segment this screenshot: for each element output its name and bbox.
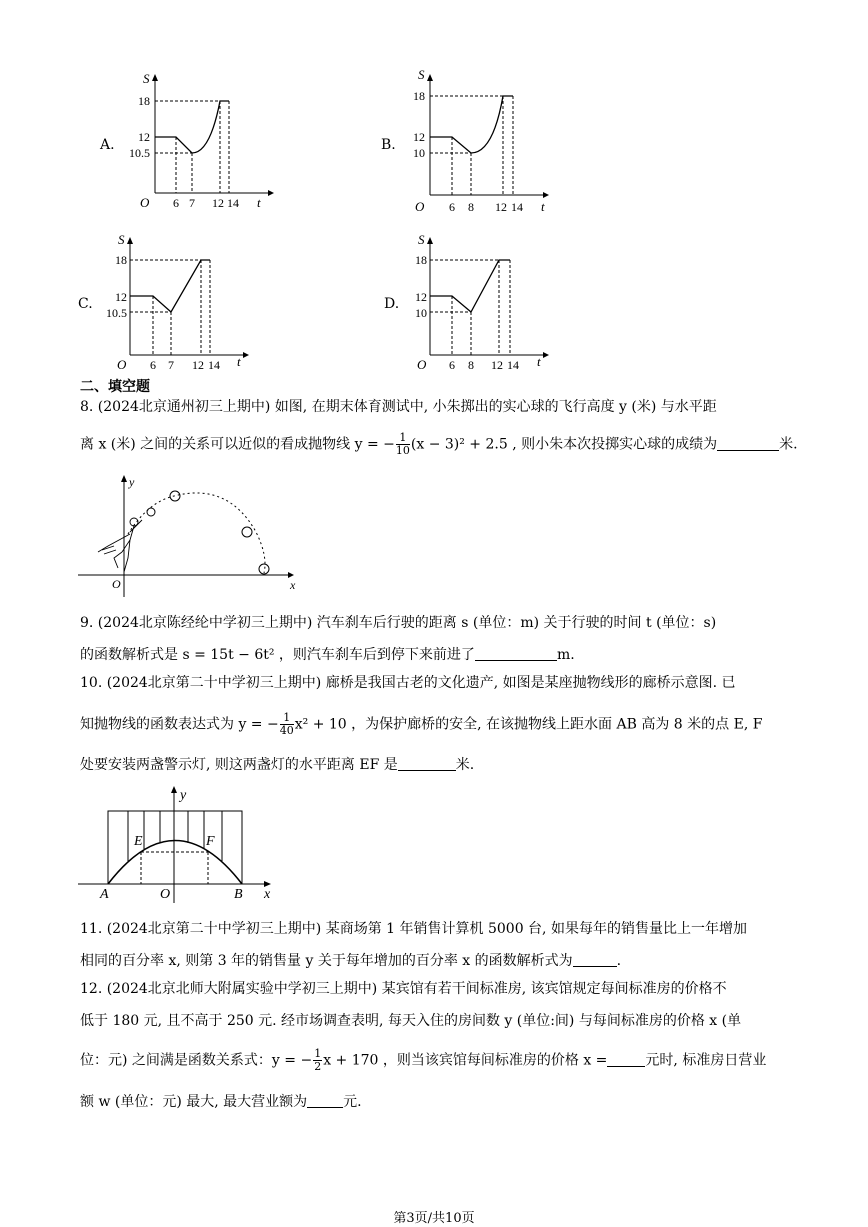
q12-text-d: 额 w (单位：元) 最大, 最大营业额为	[80, 1094, 308, 1110]
x-tick-14: 14	[227, 196, 239, 210]
answer-blank[interactable]	[475, 646, 557, 661]
x-tick-14: 14	[208, 358, 220, 372]
q10-text-b: x² + 10 ，为保护廊桥的安全, 在该抛物线上距水面 AB 高为 8 米的点 E, F	[294, 716, 763, 733]
y-tick-12: 12	[413, 130, 425, 144]
x-tick-6: 6	[173, 196, 179, 210]
axis-s-label: S	[418, 67, 425, 82]
fraction-denominator: 10	[395, 444, 410, 458]
question-12-line2: 低于 180 元, 且不高于 250 元. 经市场调查表明, 每天入住的房间数 y (单位:间) 与每间标准房的价格 x (单	[80, 1013, 742, 1029]
question-12-line1: 12. (2024北京北师大附属实验中学初三上期中) 某宾馆有若干间标准房, 该宾馆规定每间标准房的价格不	[80, 981, 727, 997]
question-10-line1: 10. (2024北京第二十中学初三上期中) 廊桥是我国古老的文化遗产, 如图是某座抛物线形的廊桥示意图. 已	[80, 675, 736, 691]
bridge-figure	[78, 785, 278, 905]
origin-label: O	[117, 357, 127, 372]
axis-y-label: y	[180, 788, 187, 803]
graph-option-c	[85, 228, 255, 378]
q9-text-b: m.	[556, 647, 575, 663]
fraction-numerator: 1	[314, 1047, 322, 1060]
answer-blank[interactable]	[573, 952, 617, 967]
question-11-line1: 11. (2024北京第二十中学初三上期中) 某商场第 1 年销售计算机 5000 台, 如果每年的销售量比上一年增加	[80, 921, 747, 937]
point-b-label: B	[234, 887, 243, 902]
point-a-label: A	[100, 887, 109, 902]
option-a-label: A.	[100, 137, 115, 153]
origin-label: O	[417, 357, 427, 372]
y-tick-12: 12	[138, 130, 150, 144]
shot-put-figure	[78, 472, 308, 604]
q11-text-a: 相同的百分率 x, 则第 3 年的销售量 y 关于每年增加的百分率 x 的函数解析式为	[80, 953, 573, 969]
axis-s-label: S	[418, 232, 425, 247]
axis-y-label: y	[129, 475, 135, 489]
axis-t-label: t	[537, 354, 541, 369]
y-tick-18: 18	[413, 89, 425, 103]
origin-label: O	[415, 199, 425, 214]
origin-label: O	[112, 577, 121, 591]
axis-x-label: x	[290, 578, 296, 592]
question-12-line3	[80, 1048, 766, 1073]
axis-x-label: x	[264, 887, 271, 902]
q10-text-d: 米.	[455, 757, 475, 773]
x-tick-8: 8	[468, 358, 474, 372]
q8-text-b: (x − 3)² + 2.5 , 则小朱本次投掷实心球的成绩为	[410, 436, 718, 453]
section-title: 二、填空题	[80, 379, 150, 395]
question-10-line2	[80, 712, 762, 737]
answer-blank[interactable]	[717, 436, 779, 451]
x-tick-12: 12	[491, 358, 503, 372]
y-tick-12: 12	[115, 290, 127, 304]
thrower-figure-icon	[98, 518, 142, 572]
question-9-line1: 9. (2024北京陈经纶中学初三上期中) 汽车刹车后行驶的距离 s (单位：m) 关于行驶的时间 t (单位：s)	[80, 615, 717, 631]
question-8-line2	[80, 432, 798, 457]
fraction-denominator: 40	[279, 724, 294, 738]
q8-fraction	[396, 432, 410, 457]
fraction-numerator: 1	[396, 432, 410, 445]
q8-text-c: 米.	[779, 436, 798, 453]
q12-text-a: 位：元) 之间满是函数关系式：y = −	[80, 1052, 313, 1069]
x-tick-12: 12	[212, 196, 224, 210]
axis-t-label: t	[257, 195, 261, 210]
q8-text-a: 离 x (米) 之间的关系可以近似的看成抛物线 y = −	[80, 436, 395, 453]
q9-text-a: 的函数解析式是 s = 15t − 6t² ，则汽车刹车后到停下来前进了	[80, 647, 475, 663]
x-tick-6: 6	[449, 358, 455, 372]
answer-blank[interactable]	[607, 1052, 645, 1067]
origin-label: O	[140, 195, 150, 210]
q12-text-b: x + 170 ，则当该宾馆每间标准房的价格 x =	[323, 1052, 608, 1069]
x-tick-12: 12	[495, 200, 507, 214]
question-9-line2	[80, 646, 575, 662]
x-tick-8: 8	[468, 200, 474, 214]
axis-s-label: S	[118, 232, 125, 247]
q10-text-c: 处要安装两盏警示灯, 则这两盏灯的水平距离 EF 是	[80, 757, 398, 773]
option-b-label: B.	[381, 137, 396, 153]
axis-t-label: t	[237, 354, 241, 369]
option-d-label: D.	[384, 296, 400, 312]
graph-option-d	[385, 228, 555, 378]
axis-t-label: t	[541, 199, 545, 214]
y-tick-10-5: 10.5	[129, 146, 150, 160]
y-tick-18: 18	[138, 94, 150, 108]
question-8-line1: 8. (2024北京通州初三上期中) 如图, 在期末体育测试中, 小朱掷出的实心球的飞行高度 y (米) 与水平距	[80, 399, 717, 415]
y-tick-18: 18	[115, 253, 127, 267]
q10-text-a: 知抛物线的函数表达式为 y = −	[80, 716, 279, 733]
option-c-label: C.	[78, 296, 93, 312]
q12-text-e: 元.	[343, 1094, 362, 1110]
x-tick-14: 14	[511, 200, 523, 214]
axis-s-label: S	[143, 71, 150, 86]
fraction-numerator: 1	[280, 712, 294, 725]
x-tick-12: 12	[192, 358, 204, 372]
ball-icon	[170, 491, 180, 501]
ball-icon	[242, 527, 252, 537]
question-10-line3	[80, 756, 474, 772]
origin-label: O	[160, 887, 171, 902]
x-tick-6: 6	[449, 200, 455, 214]
graph-option-b	[385, 65, 555, 215]
y-tick-12: 12	[415, 290, 427, 304]
q11-text-b: .	[616, 953, 622, 969]
x-tick-6: 6	[150, 358, 156, 372]
graph-option-a	[110, 65, 280, 215]
page-footer: 第3页/共10页	[393, 1211, 475, 1226]
point-f-label: F	[206, 834, 215, 849]
x-tick-7: 7	[168, 358, 174, 372]
q12-text-c: 元时, 标准房日营业	[645, 1052, 767, 1069]
x-tick-14: 14	[507, 358, 519, 372]
point-e-label: E	[134, 834, 143, 849]
y-tick-10: 10	[413, 146, 425, 160]
answer-blank[interactable]	[307, 1093, 343, 1108]
ball-icon	[147, 508, 155, 516]
question-12-line4	[80, 1093, 362, 1109]
fraction-denominator: 2	[314, 1060, 322, 1074]
y-tick-10: 10	[415, 306, 427, 320]
question-11-line2	[80, 952, 621, 968]
answer-blank[interactable]	[398, 756, 456, 771]
x-tick-7: 7	[189, 196, 195, 210]
y-tick-10-5: 10.5	[106, 306, 127, 320]
q10-fraction	[280, 712, 294, 737]
q12-fraction	[313, 1048, 322, 1073]
y-tick-18: 18	[415, 253, 427, 267]
